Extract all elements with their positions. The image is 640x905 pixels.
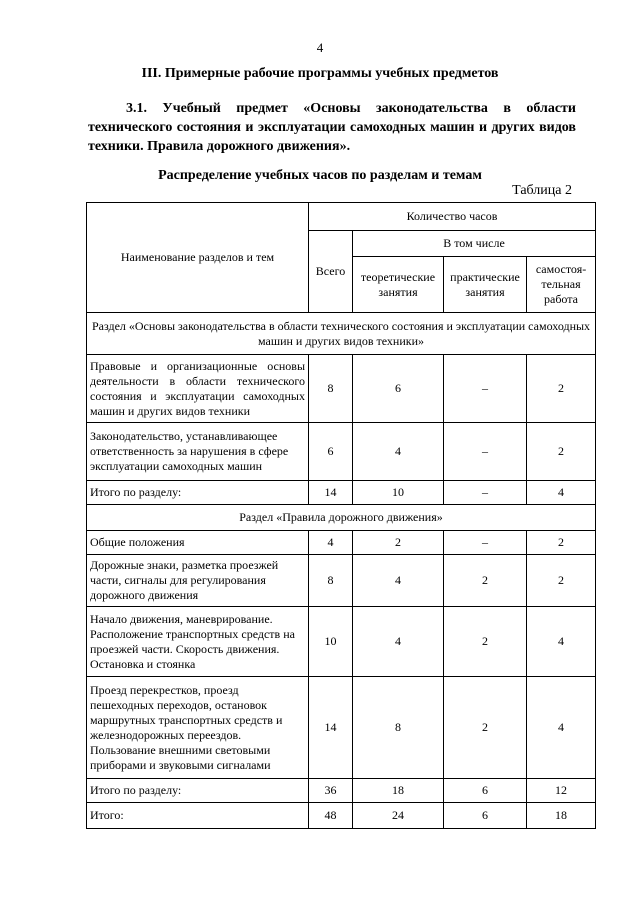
header-theory: теоретические занятия <box>353 257 444 313</box>
header-self: самостоя-тельная работа <box>527 257 596 313</box>
table-row <box>87 677 596 779</box>
header-total: Всего <box>309 231 353 313</box>
row-name: Проезд перекрестков, проезд пешеходных переходов, остановок маршрутных транспортных средств и железнодорожных переездов. Пользование внешними световыми приборами и звуковыми сигналами <box>87 677 309 779</box>
row-theory: 8 <box>353 677 444 779</box>
grand-total-practice: 6 <box>444 803 527 829</box>
header-hours: Количество часов <box>309 203 596 231</box>
table-row <box>87 423 596 481</box>
grand-total-theory: 24 <box>353 803 444 829</box>
section-title: III. Примерные рабочие программы учебных предметов <box>141 66 499 81</box>
row-practice: 2 <box>444 607 527 677</box>
header-practice: практические занятия <box>444 257 527 313</box>
subtotal-total: 36 <box>309 779 353 803</box>
header-name: Наименование разделов и тем <box>87 203 309 313</box>
subtotal-practice: – <box>444 481 527 505</box>
subtotal-theory: 10 <box>353 481 444 505</box>
table-row <box>87 355 596 423</box>
table-row <box>87 531 596 555</box>
subtotal-row <box>87 481 596 505</box>
grand-total-self: 18 <box>527 803 596 829</box>
row-theory: 2 <box>353 531 444 555</box>
row-theory: 4 <box>353 555 444 607</box>
row-self: 2 <box>527 555 596 607</box>
row-name: Общие положения <box>87 531 309 555</box>
row-total: 4 <box>309 531 353 555</box>
table-row <box>87 555 596 607</box>
grand-total-name: Итого: <box>87 803 309 829</box>
grand-total-row <box>87 803 596 829</box>
row-name: Начало движения, маневрирование. Расположение транспортных средств на проезжей части. Скорость движения. Остановка и стоянка <box>87 607 309 677</box>
row-self: 2 <box>527 423 596 481</box>
subtotal-self: 4 <box>527 481 596 505</box>
table-label: Таблица 2 <box>512 183 572 198</box>
section-title-row: Раздел «Основы законодательства в области технического состояния и эксплуатации самоходных машин и других видов техники» <box>87 313 596 355</box>
row-theory: 4 <box>353 423 444 481</box>
distribution-title: Распределение учебных часов по разделам и темам <box>158 168 482 183</box>
row-total: 8 <box>309 355 353 423</box>
subtotal-name: Итого по разделу: <box>87 481 309 505</box>
row-practice: 2 <box>444 677 527 779</box>
row-theory: 6 <box>353 355 444 423</box>
subtotal-practice: 6 <box>444 779 527 803</box>
row-total: 14 <box>309 677 353 779</box>
row-theory: 4 <box>353 607 444 677</box>
grand-total-total: 48 <box>309 803 353 829</box>
subtotal-theory: 18 <box>353 779 444 803</box>
row-total: 8 <box>309 555 353 607</box>
row-total: 6 <box>309 423 353 481</box>
header-including: В том числе <box>353 231 596 257</box>
row-name: Правовые и организационные основы деятельности в области технического состояния и эксплуатации самоходных машин и других видов техники <box>87 355 309 423</box>
row-name: Дорожные знаки, разметка проезжей части, сигналы для регулирования дорожного движения <box>87 555 309 607</box>
row-self: 4 <box>527 607 596 677</box>
subtotal-row <box>87 779 596 803</box>
subtotal-name: Итого по разделу: <box>87 779 309 803</box>
row-self: 2 <box>527 531 596 555</box>
hours-table <box>86 202 596 829</box>
row-practice: – <box>444 355 527 423</box>
section-title-row: Раздел «Правила дорожного движения» <box>87 505 596 531</box>
subtotal-total: 14 <box>309 481 353 505</box>
row-practice: – <box>444 531 527 555</box>
row-practice: – <box>444 423 527 481</box>
subtotal-self: 12 <box>527 779 596 803</box>
row-self: 2 <box>527 355 596 423</box>
table-row <box>87 607 596 677</box>
row-practice: 2 <box>444 555 527 607</box>
row-name: Законодательство, устанавливающее ответственность за нарушения в сфере эксплуатации самоходных машин <box>87 423 309 481</box>
page-number: 4 <box>316 40 324 55</box>
row-total: 10 <box>309 607 353 677</box>
subject-heading: 3.1. Учебный предмет «Основы законодательства в области технического состояния и эксплуатации самоходных машин и других видов техники. Правила дорожного движения». <box>88 101 576 154</box>
row-self: 4 <box>527 677 596 779</box>
